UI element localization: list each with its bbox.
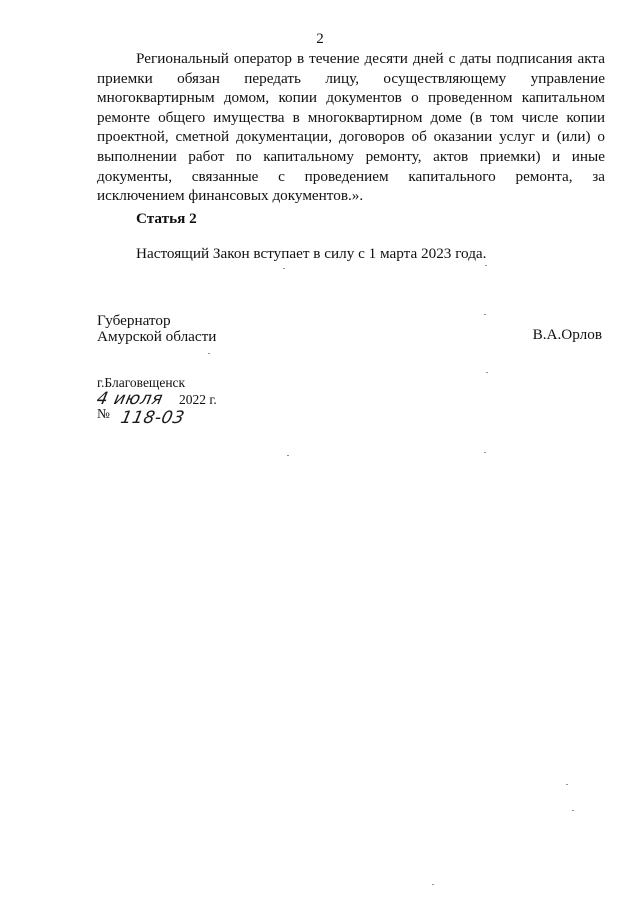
scan-speck xyxy=(208,353,210,354)
paragraph-line: проектной, сметной документации, договоров об оказании услуг и (или) о xyxy=(97,128,605,146)
page-number: 2 xyxy=(316,31,324,47)
handwritten-date: 4 июля xyxy=(94,389,165,409)
scan-speck xyxy=(486,372,488,373)
paragraph-line: выполнении работ по капитальному ремонту, актов приемки) и иные xyxy=(97,147,605,165)
signature-title-line: Амурской области xyxy=(97,328,217,345)
scan-speck xyxy=(484,452,486,453)
paragraph-regional-operator xyxy=(97,49,605,206)
scan-speck xyxy=(283,268,285,269)
signature-title-line: Губернатор xyxy=(97,312,171,329)
scan-speck xyxy=(287,455,289,456)
paragraph-line: ремонте общего имущества в многоквартирном доме (в том числе копии xyxy=(97,108,605,126)
date-year: 2022 г. xyxy=(179,392,217,407)
number-sign: № xyxy=(97,406,110,421)
scan-speck xyxy=(485,265,487,266)
paragraph-line: документы, связанные с проведением капитального ремонта, за xyxy=(97,167,605,185)
paragraph-line: Региональный оператор в течение десяти дней с даты подписания акта xyxy=(136,50,605,67)
paragraph-line: приемки обязан передать лицу, осуществляющему управление xyxy=(97,69,605,87)
handwritten-number: 118-03 xyxy=(118,408,187,428)
paragraph-line: многоквартирным домом, копии документов о проведенном капитальном xyxy=(97,89,605,107)
scan-speck xyxy=(484,314,486,315)
document-number-line xyxy=(97,406,257,430)
place-of-signing: г.Благовещенск xyxy=(97,375,186,390)
signature-title xyxy=(97,313,216,345)
article-heading: Статья 2 xyxy=(136,210,197,227)
scan-speck xyxy=(572,810,574,811)
paragraph-line: исключением финансовых документов.». xyxy=(97,187,364,205)
paragraph-effective-date: Настоящий Закон вступает в силу с 1 марта 2023 года. xyxy=(136,245,487,262)
signatory-name: В.А.Орлов xyxy=(532,326,602,343)
scan-speck xyxy=(566,784,568,785)
scan-speck xyxy=(432,884,434,885)
